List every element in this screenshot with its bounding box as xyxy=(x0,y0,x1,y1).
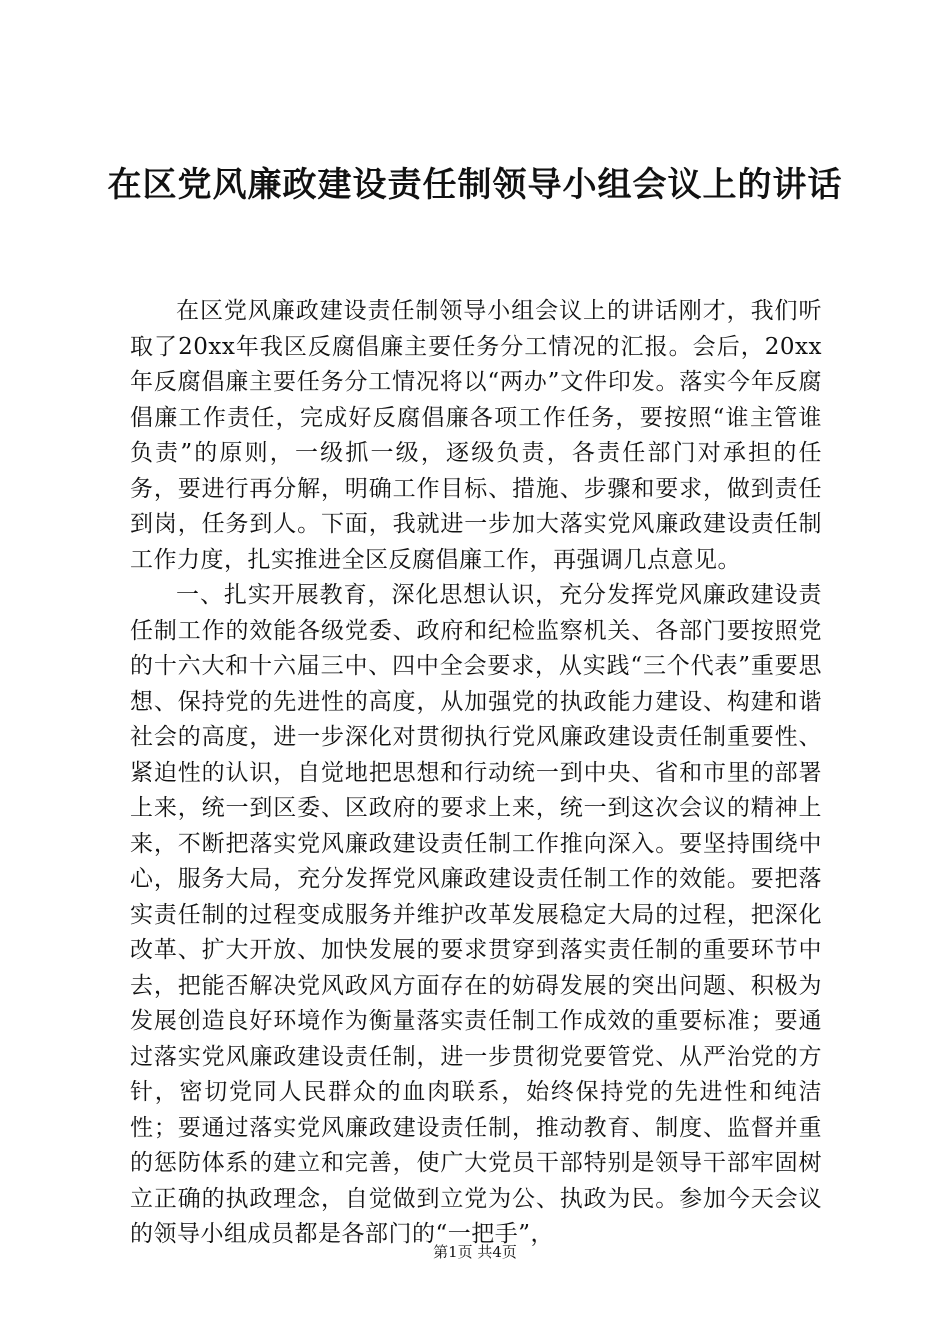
document-title: 在区党风廉政建设责任制领导小组会议上的讲话 xyxy=(107,165,843,205)
document-body xyxy=(130,294,822,1253)
page-footer: 第1页 共4页 xyxy=(433,1243,517,1261)
paragraph-intro: 在区党风廉政建设责任制领导小组会议上的讲话刚才，我们听取了20xx年我区反腐倡廉主要任务分工情况的汇报。会后，20xx年反腐倡廉主要任务分工情况将以“两办”文件印发。落实今年反腐倡廉工作责任，完成好反腐倡廉各项工作任务，要按照“谁主管谁负责”的原则，一级抓一级，逐级负责，各责任部门对承担的任务，要进行再分解，明确工作目标、措施、步骤和要求，做到责任到岗，任务到人。下面，我就进一步加大落实党风廉政建设责任制工作力度，扎实推进全区反腐倡廉工作，再强调几点意见。 xyxy=(130,298,822,573)
paragraph-section-1: 一、扎实开展教育，深化思想认识，充分发挥党风廉政建设责任制工作的效能各级党委、政府和纪检监察机关、各部门要按照党的十六大和十六届三中、四中全会要求，从实践“三个代表”重要思想、保持党的先进性的高度，从加强党的执政能力建设、构建和谐社会的高度，进一步深化对贯彻执行党风廉政建设责任制重要性、紧迫性的认识，自觉地把思想和行动统一到中央、省和市里的部署上来，统一到区委、区政府的要求上来，统一到这次会议的精神上来，不断把落实党风廉政建设责任制工作推向深入。要坚持围绕中心，服务大局，充分发挥党风廉政建设责任制工作的效能。要把落实责任制的过程变成服务并维护改革发展稳定大局的过程，把深化改革、扩大开放、加快发展的要求贯穿到落实责任制的重要环节中去，把能否解决党风政风方面存在的妨碍发展的突出问题、积极为发展创造良好环境作为衡量落实责任制工作成效的重要标准；要通过落实党风廉政建设责任制，进一步贯彻党要管党、从严治党的方针，密切党同人民群众的血肉联系，始终保持党的先进性和纯洁性；要通过落实党风廉政建设责任制，推动教育、制度、监督并重的惩防体系的建立和完善，使广大党员干部特别是领导干部牢固树立正确的执政理念，自觉做到立党为公、执政为民。参加今天会议的领导小组成员都是各部门的“一把手”， xyxy=(130,582,822,1247)
